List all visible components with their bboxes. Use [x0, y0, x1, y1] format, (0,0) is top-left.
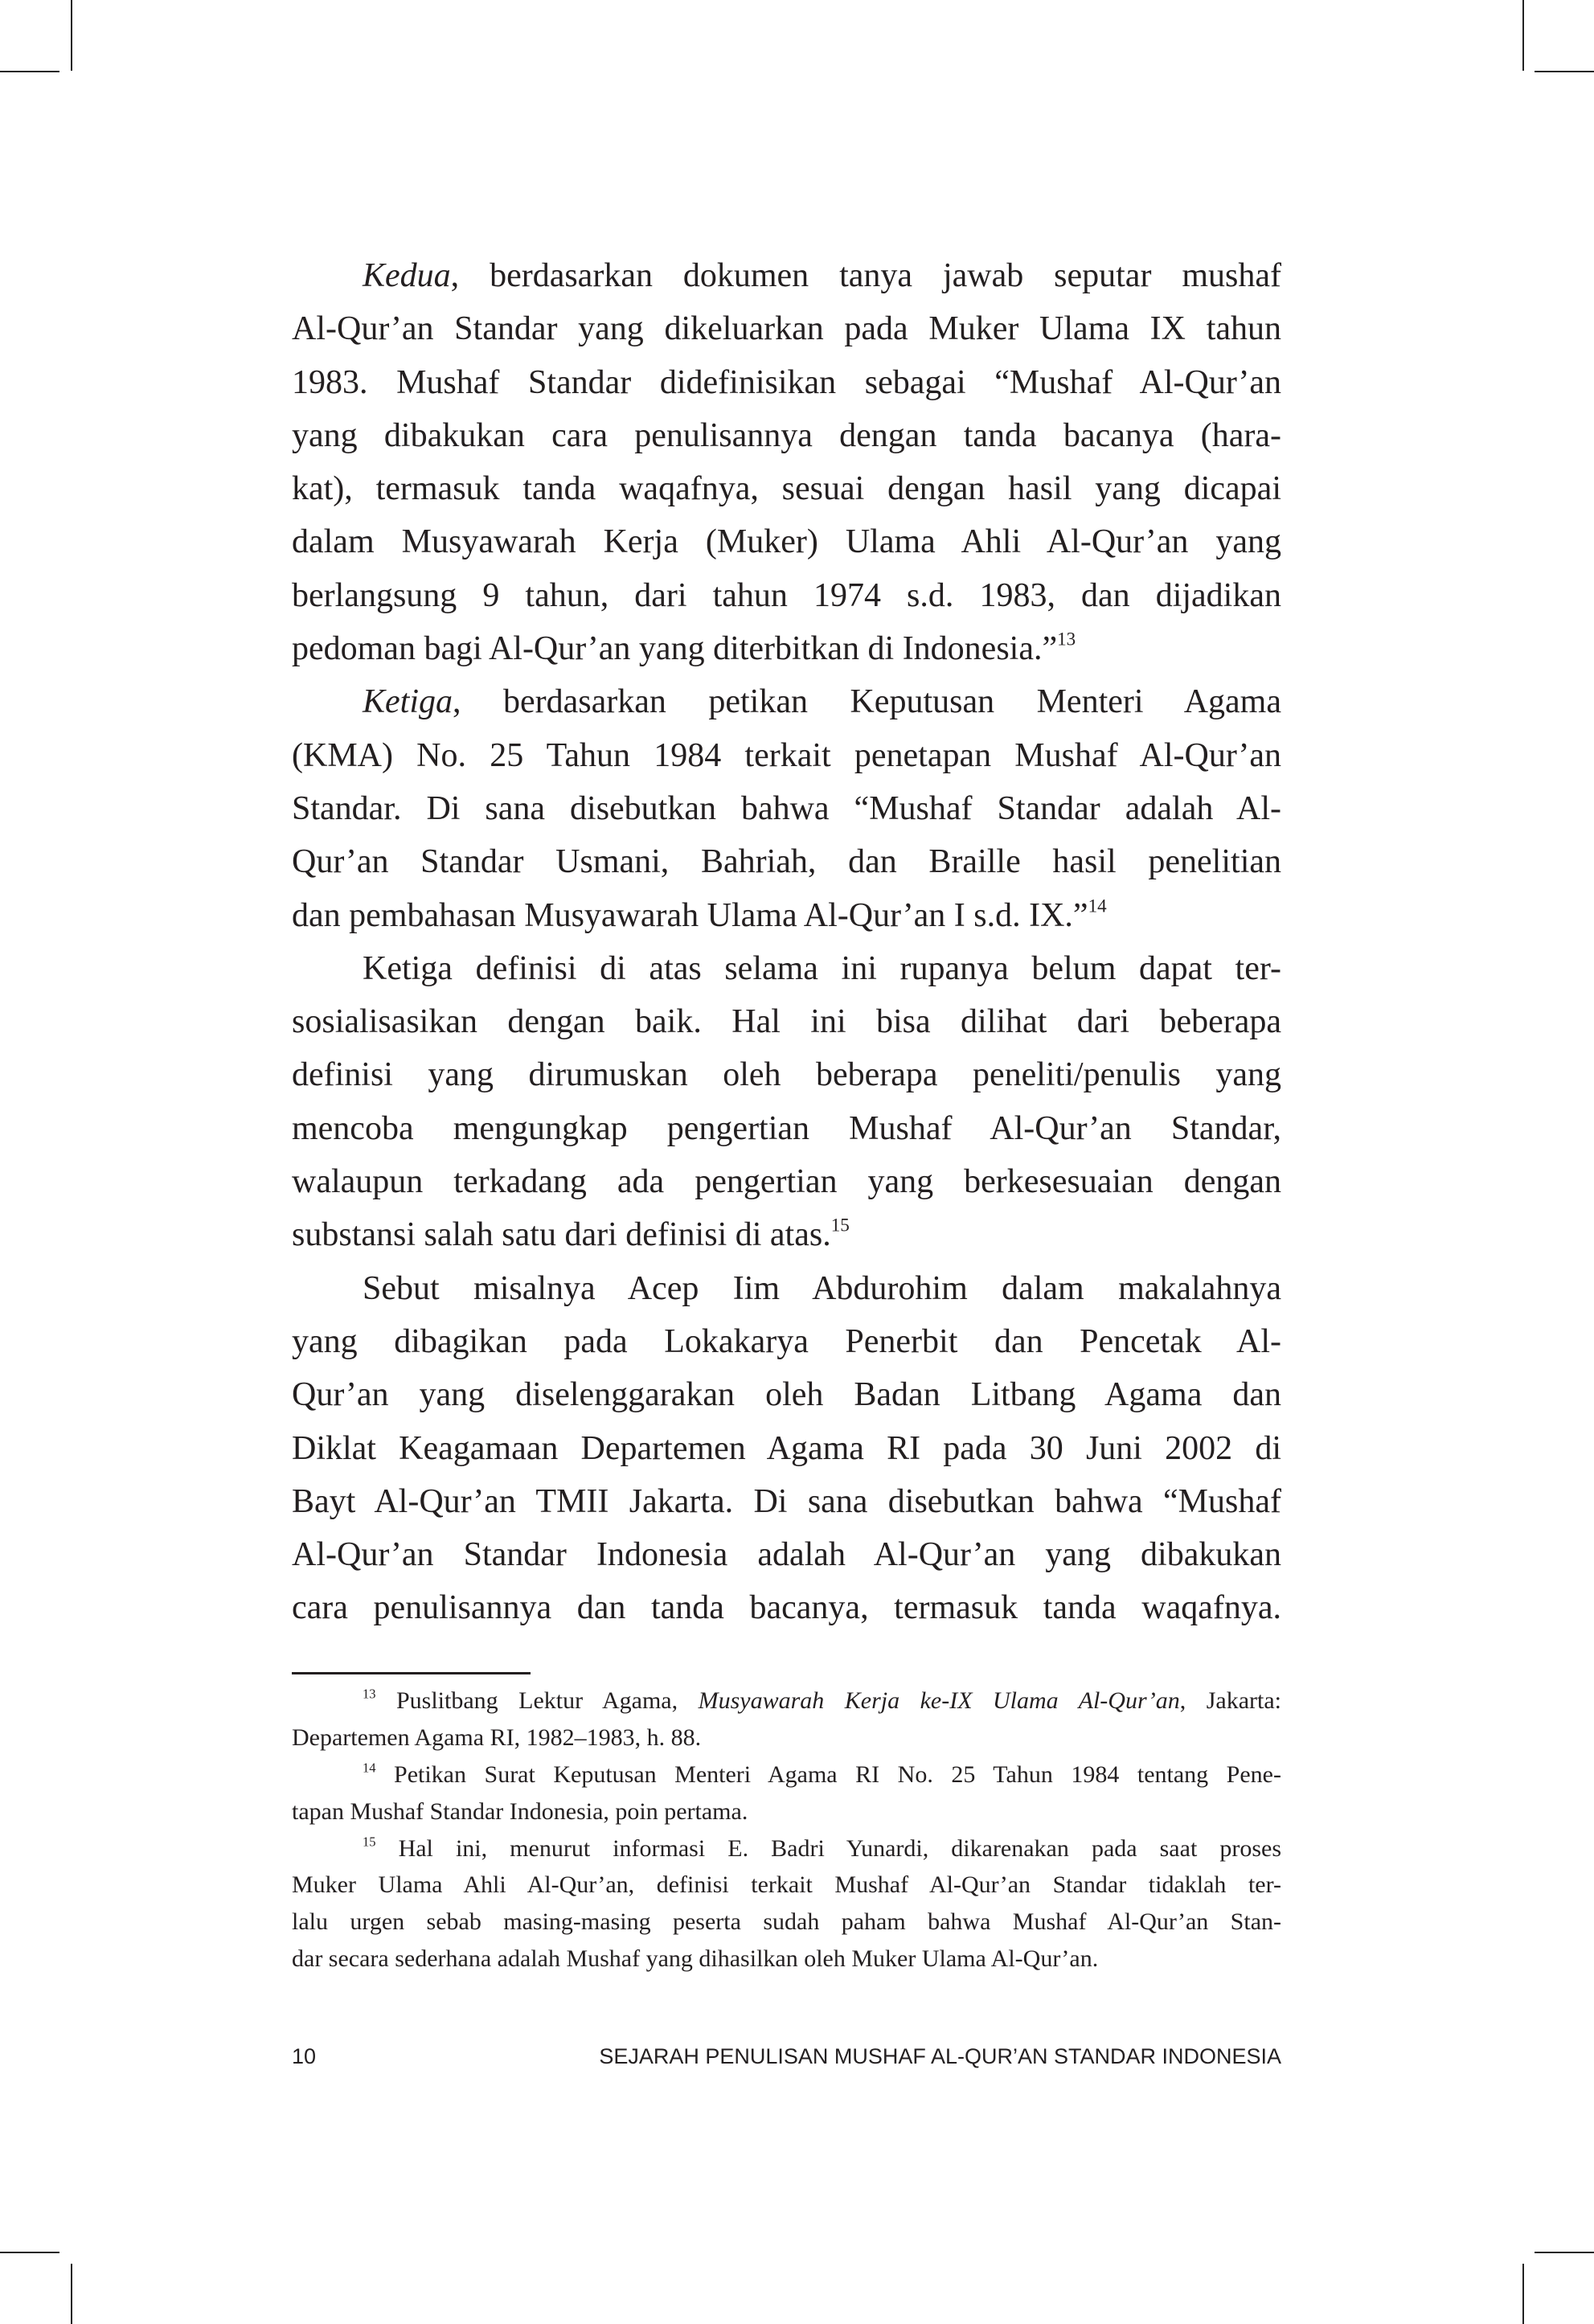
body-line — [292, 356, 1281, 409]
body-line — [292, 1208, 1281, 1261]
text-segment: kat), termasuk tanda waqafnya, sesuai dengan hasil yang dicapai — [292, 470, 1281, 508]
text-segment: Qur’an Standar Usmani, Bahriah, dan Braille hasil penelitian — [292, 843, 1281, 881]
italic-text: Kedua — [363, 257, 451, 294]
text-segment: dan pembahasan Musyawarah Ulama Al-Qur’an I s.d. IX.” — [292, 896, 1088, 934]
text-segment: dar secara sederhana adalah Mushaf yang dihasilkan oleh Muker Ulama Al-Qur’an. — [292, 1945, 1099, 1973]
footnote-line — [292, 1867, 1281, 1904]
crop-mark — [1522, 0, 1524, 71]
text-segment: cara penulisannya dan tanda bacanya, termasuk tanda waqafnya. — [292, 1589, 1281, 1627]
body-line — [292, 942, 1281, 995]
text-segment: tapan Mushaf Standar Indonesia, poin pertama. — [292, 1797, 748, 1825]
text-segment: Petikan Surat Keputusan Menteri Agama RI No. 25 Tahun 1984 tentang Pene- — [375, 1760, 1281, 1788]
footnote-line — [292, 1683, 1281, 1719]
text-segment: Diklat Keagamaan Departemen Agama RI pada 30 Juni 2002 di — [292, 1429, 1281, 1467]
text-segment: , berdasarkan dokumen tanya jawab seputar mushaf — [450, 257, 1281, 294]
text-segment: lalu urgen sebab masing-masing peserta sudah paham bahwa Mushaf Al-Qur’an Stan- — [292, 1908, 1281, 1936]
crop-mark — [71, 2264, 72, 2324]
italic-text: Musyawarah Kerja ke-IX Ulama Al-Qur’an — [698, 1687, 1180, 1714]
text-segment: Al-Qur’an Standar yang dikeluarkan pada Muker Ulama IX tahun — [292, 310, 1281, 348]
footnote-reference: 14 — [1088, 895, 1107, 916]
body-line — [292, 622, 1281, 675]
text-segment: walaupun terkadang ada pengertian yang berkesesuaian dengan — [292, 1163, 1281, 1201]
body-line — [292, 995, 1281, 1048]
footnote-rule — [292, 1672, 531, 1674]
text-segment: Bayt Al-Qur’an TMII Jakarta. Di sana disebutkan bahwa “Mushaf — [292, 1482, 1281, 1520]
page-number: 10 — [292, 2043, 317, 2068]
text-segment: Muker Ulama Ahli Al-Qur’an, definisi terkait Mushaf Al-Qur’an Standar tidaklah ter- — [292, 1871, 1281, 1899]
text-segment: Hal ini, menurut informasi E. Badri Yunardi, dikarenakan pada saat proses — [375, 1834, 1281, 1862]
footnote-reference: 14 — [363, 1760, 376, 1776]
body-line — [292, 515, 1281, 568]
text-segment: substansi salah satu dari definisi di atas. — [292, 1216, 831, 1254]
body-line — [292, 1581, 1281, 1634]
text-segment: Puslitbang Lektur Agama, — [375, 1687, 699, 1714]
body-line — [292, 729, 1281, 782]
footnote-line — [292, 1941, 1281, 1978]
footnote-reference: 15 — [363, 1834, 376, 1850]
text-segment: dalam Musyawarah Kerja (Muker) Ulama Ahli Al-Qur’an yang — [292, 523, 1281, 561]
italic-text: Ketiga — [363, 683, 453, 721]
text-segment: yang dibakukan cara penulisannya dengan tanda bacanya (hara- — [292, 416, 1281, 454]
crop-mark — [0, 2252, 59, 2253]
footnote-line — [292, 1830, 1281, 1867]
footnote-reference: 13 — [1057, 628, 1076, 650]
body-line — [292, 1155, 1281, 1208]
body-line — [292, 569, 1281, 622]
body-line — [292, 1368, 1281, 1421]
footnote-line — [292, 1904, 1281, 1941]
crop-mark — [1522, 2264, 1524, 2324]
body-line — [292, 249, 1281, 302]
text-segment: Standar. Di sana disebutkan bahwa “Mushaf Standar adalah Al- — [292, 789, 1281, 827]
running-title: SEJARAH PENULISAN MUSHAF AL-QUR’AN STANDAR INDONESIA — [599, 2043, 1281, 2068]
text-segment: Sebut misalnya Acep Iim Abdurohim dalam makalahnya — [363, 1269, 1281, 1307]
text-segment: Ketiga definisi di atas selama ini rupanya belum dapat ter- — [363, 949, 1281, 987]
footnote-reference: 13 — [363, 1686, 376, 1702]
body-line — [292, 1422, 1281, 1475]
crop-mark — [71, 0, 72, 71]
body-line — [292, 675, 1281, 728]
body-line — [292, 1315, 1281, 1368]
footnote-line — [292, 1719, 1281, 1756]
text-segment: Departemen Agama RI, 1982–1983, h. 88. — [292, 1724, 702, 1751]
text-segment: , Jakarta: — [1179, 1687, 1281, 1714]
body-line — [292, 889, 1281, 942]
footnotes — [292, 1683, 1281, 1978]
text-segment: definisi yang dirumuskan oleh beberapa peneliti/penulis yang — [292, 1056, 1281, 1094]
text-segment: 1983. Mushaf Standar didefinisikan sebagai “Mushaf Al-Qur’an — [292, 363, 1281, 401]
body-text — [292, 249, 1281, 1635]
body-line — [292, 835, 1281, 888]
body-line — [292, 1102, 1281, 1155]
text-segment: , berdasarkan petikan Keputusan Menteri Agama — [453, 683, 1281, 721]
text-segment: berlangsung 9 tahun, dari tahun 1974 s.d. 1983, dan dijadikan — [292, 576, 1281, 614]
body-line — [292, 782, 1281, 835]
body-line — [292, 1048, 1281, 1101]
text-segment: (KMA) No. 25 Tahun 1984 terkait penetapan Mushaf Al-Qur’an — [292, 736, 1281, 774]
footnote-line — [292, 1756, 1281, 1793]
text-segment: pedoman bagi Al-Qur’an yang diterbitkan di Indonesia.” — [292, 630, 1058, 668]
body-line — [292, 1475, 1281, 1528]
text-segment: Qur’an yang diselenggarakan oleh Badan Litbang Agama dan — [292, 1376, 1281, 1414]
body-line — [292, 1528, 1281, 1581]
body-line — [292, 462, 1281, 515]
page-footer — [292, 2040, 1281, 2072]
crop-mark — [1535, 71, 1594, 72]
body-line — [292, 302, 1281, 355]
text-segment: mencoba mengungkap pengertian Mushaf Al-Qur’an Standar, — [292, 1109, 1281, 1147]
body-line — [292, 409, 1281, 462]
footnote-line — [292, 1793, 1281, 1830]
text-segment: sosialisasikan dengan baik. Hal ini bisa dilihat dari beberapa — [292, 1003, 1281, 1041]
body-line — [292, 1262, 1281, 1315]
footnote-reference: 15 — [830, 1215, 850, 1236]
crop-mark — [1535, 2252, 1594, 2253]
crop-mark — [0, 71, 59, 72]
text-segment: Al-Qur’an Standar Indonesia adalah Al-Qur’an yang dibakukan — [292, 1536, 1281, 1574]
text-segment: yang dibagikan pada Lokakarya Penerbit dan Pencetak Al- — [292, 1322, 1281, 1360]
